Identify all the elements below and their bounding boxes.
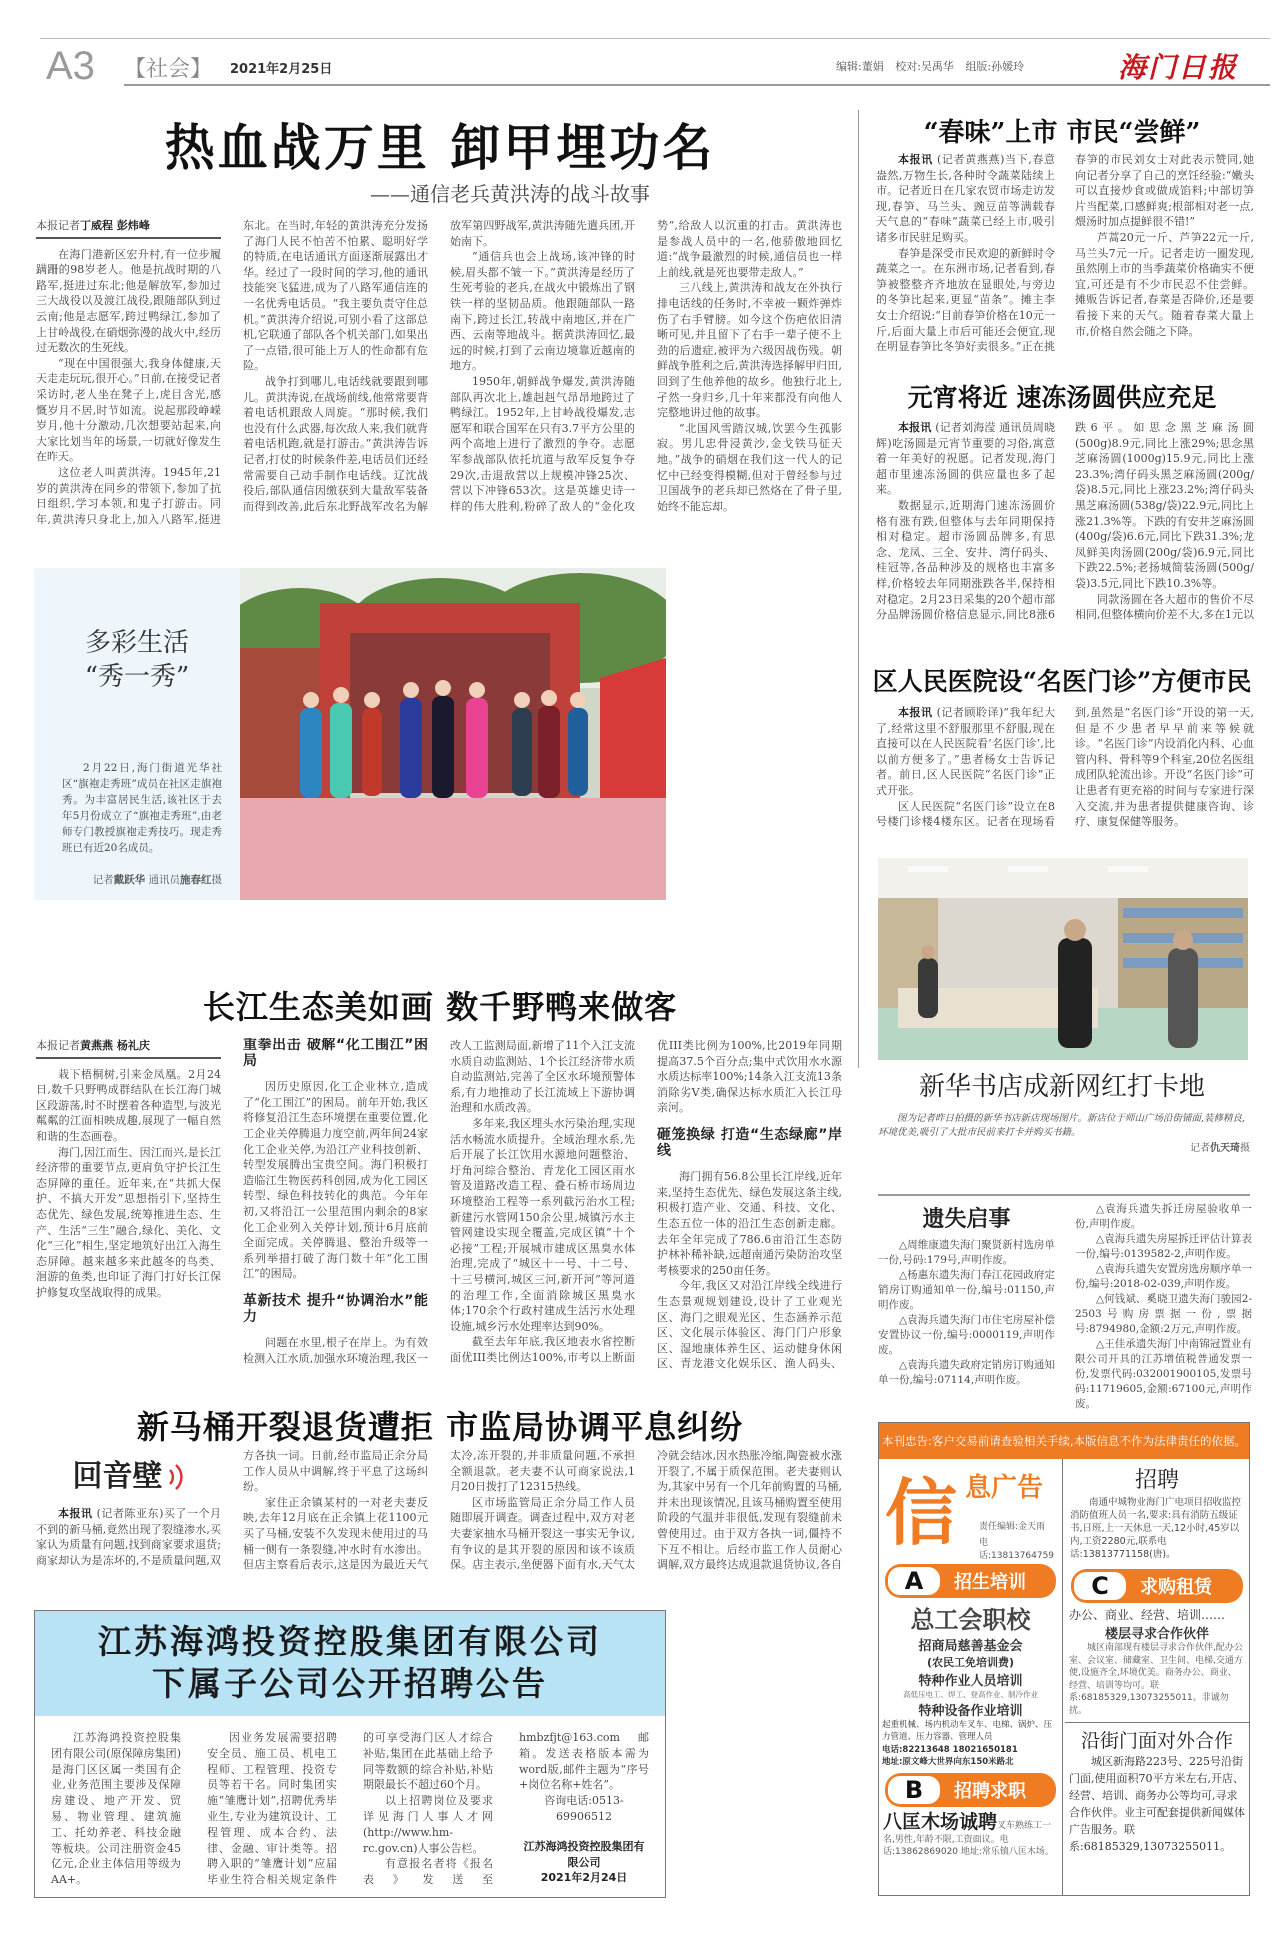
lost-notice-title: 遗失启事 (922, 1206, 1011, 1232)
signal-icon (167, 1462, 185, 1492)
staff-credits (836, 58, 1024, 74)
masthead-rule (124, 84, 1270, 86)
paragraph: 因历史原因,化工企业林立,造成了“化工围江”的困局。前年开始,我区将修复沿江生态环境摆在重要位置,化工企业关停腾退力度空前,两年间24家化工企业关停,为沿江产业科技创新、转型发展腾出宝贵空间。海门积极打造临江生物医药科创园,成为化工园区转型、绿色科技转化的典范。今年年初,又将沿江一公里范围内剩余的8家化工企业列入关停计划,预计6月底前全面完成。关停腾退、整治升级等一系列举措打破了海门数十年“化工围江”的困局。 (243, 1080, 428, 1281)
article1-headline: 热血战万里 卸甲埋功名 (164, 118, 716, 177)
photo1-credit: 记者戴跃华 通讯员施春红摄 (92, 874, 222, 886)
article5-headline: 长江生态美如画 数千野鸭来做客 (202, 988, 678, 1026)
paragraph: 今年,我区又对沿江岸线全线进行生态景观规划建设,设计了工业观光区、海门之眼观光区、生态涵养示范区、文化展示体验区、海门门户形象区、湿地康体养生区、运动健身休闲区、青龙港文化娱乐区、渔人码头、 (657, 1279, 842, 1371)
paragraph: 同款汤圆在各大超市的售价不尽相同,但整体横向价差不大,多在1元以 (1075, 592, 1254, 622)
section-rule (878, 1194, 1250, 1196)
paragraph: 战争打到哪儿,电话线就要跟到哪儿。黄洪涛说,在战场前线,他常常要背着电话机跟敌人周旋。“那时候,我们也没有什么武器,每次敌人来,我们就背着电话机跑,就是打游击。”黄洪涛告诉记者,打仗的时候条件差,电话员们还经常需要自己动手制作电话线。辽沈战役后,部队通信因缴获到大量敌军装备而得到改善,此后东北野战军改名为解放军第四野战军,黄洪涛随先遣兵团,开始南下。 (243, 219, 635, 513)
notice-item: △袁海兵遗失安置房选房顺序单一份,编号:2018-02-039,声明作废。 (1075, 1263, 1252, 1290)
article2-headline: “春味”上市 市民“尝鲜” (923, 118, 1201, 148)
article1-body (36, 218, 842, 546)
classified-left-column (879, 1459, 1063, 1895)
notice-item: △周维康遗失海门聚贤新村选房单一份,号码:179号,声明作废。 (878, 1239, 1055, 1266)
paragraph: 江苏海鸿投资控股集团有限公司(原保障房集团)是海门区区属一类国有企业,业务范围主要涉及保障房建设、地产开发、贸易、物业管理、建筑施工、托幼养老、科技金融等板块。公司注册资金45亿元,企业主体信用等级为AA+。 (51, 1731, 181, 1887)
photo1-title: 多彩生活 “秀一秀” (84, 628, 190, 692)
article1-subtitle: ——通信老兵黄洪涛的战斗故事 (370, 182, 650, 206)
bookstore-photo (878, 858, 1248, 1060)
huiyinbi-column-logo (36, 1448, 221, 1506)
article6-headline: 新马桶开裂退货遭拒 市监局协调平息纠纷 (136, 1408, 744, 1446)
ad-phone: 电话:13813764759 (979, 1538, 1055, 1561)
notice-title: 江苏海鸿投资控股集团有限公司 下属子公司公开招聘公告 (35, 1611, 665, 1716)
article1-byline: 本报记者丁威程 彭炜峰 (36, 218, 221, 239)
hiring-title: 招聘 (1134, 1468, 1179, 1493)
section-label: 【社会】 (124, 57, 213, 82)
article4-headline: 区人民医院设“名医门诊”方便市民 (872, 667, 1252, 696)
paragraph: 海门拥有56.8公里长江岸线,近年来,坚持生态优先、绿色发展这条主线,积极打造产业、交通、科技、文化、生态五位一体的沿江生态创新走廊。去年全年完成了786.6亩沿江生态防护林补稀补缺,远超南通污染防治攻坚考核要求的250亩任务。 (657, 1170, 842, 1277)
notice-item: △何钱斌、奚晓卫遗失海门骏园2-2503号购房票据一份,票据号:8794980,金额:2万元,声明作废。 (1075, 1293, 1252, 1335)
ad-disclaimer: 本刊忠告:客户交易前请查验相关手续,本版信息不作为法律责任的依据。 (879, 1423, 1249, 1459)
notice-item: △袁海兵遗失海门市住宅房屋补偿安置协议一份,编号:0000119,声明作废。 (878, 1314, 1055, 1356)
paragraph: 以上招聘岗位及要求详见海门人事人才网(http://www.hm-rc.gov.cn)人事公告栏。 (363, 1794, 493, 1855)
paragraph: 截至去年年底,我区地表水省控断面优III类比例达100%,市考以上断面优III类比例为100%,比2019年同期提高37.5个百分点;集中式饮用水水源水质达标率100%;14条入江支流13条消除劣V类,确保达标水质汇入长江母亲河。 (450, 1039, 842, 1364)
paragraph: 多年来,我区埋头水污染治理,实现活水畅流水质提升。全域治理水系,先后开展了长江饮用水源地问题整治、圩角河综合整治、青龙化工园区雨水管及道路改造工程、叠石桥市场周边环境整治工程等一系列截污治水工程;新建污水管网150余公里,城镇污水主管网建设实现全覆盖,完成区镇“十个必接”工程;开展城市建成区黑臭水体治理,完成了“城区十一号、十二号、十三号横河,城区三河,新开河”等河道的治理工作,全面消除城区黑臭水体;170余个行政村建成生活污水处理设施,城乡污水处理率达到90%。 (450, 1116, 635, 1333)
photo2-caption-block (878, 1112, 1250, 1190)
paragraph: 区人民医院“名医门诊”设立在8号楼门诊楼4楼东区。记者在现场看到,虽然是“名医门诊”开设的第一天,但是不少患者早早前来等候就诊。“名医门诊”内设消化内科、心血管内科、骨科等9个科室,20位名医组成团队轮流出诊。开设“名医门诊”可让患者有更充裕的时间与专家进行深入交流,并为患者提供健康咨询、诊疗、康复保健等服务。 (876, 706, 1254, 829)
column-logo-text: 回音壁 (72, 1459, 163, 1494)
newspaper-logo: 海门日报 (1118, 51, 1239, 84)
paragraph: 三八线上,黄洪涛和战友在外执行排电话线的任务时,不幸被一颗炸弹炸伤了右手臂膀。如今这个伤疤依旧清晰可见,并且留下了右手一辈子使不上劲的后遗症,被评为六级因战伤残。朝鲜战争胜利之后,黄洪涛选择解甲归田,回到了生他养他的故乡。他独行北上,孑然一身归乡,几十年来都没有向他人完整地讲过他的故事。 (657, 281, 842, 420)
section-c-ad: 办公、商业、经营、培训…… 楼层寻求合作伙伴 城区南部现有楼层寻求合作伙伴,配办公室、会议室、储藏室、卫生间、电梯,交通方便,设施齐全,环境优美。商务办公、商业、经营、培训等均可。联系:68185329,13073255011。非诚勿扰。 (1069, 1608, 1243, 1716)
issue-date: 2021年2月25日 (230, 62, 333, 77)
layout-credit: 组版:孙媛玲 (965, 60, 1025, 73)
paragraph: 家住正余镇某村的一对老夫妻反映,去年12月底在正余镇上花1100元买了马桶,安装不久发现未使用过的马桶一侧有一条裂缝,冲水时有水渗出。但店主察看后表示,这是因为最近天气太冷,冻开裂的,并非质量问题,不承担全额退款。老夫妻不认可商家说法,1月20日拨打了12315热线。 (243, 1449, 635, 1572)
notice-item: △王佳承遗失海门中南锦冠置业有限公司开具的江苏增值税普通发票一份,发票代码:032001900105,发票号码:11719605,金额:67100元,声明作废。 (1075, 1338, 1252, 1410)
paragraph: 栽下梧桐树,引来金凤凰。2月24日,数千只野鸭成群结队在长江海门城区段游荡,时不时摆着各种造型,与波光粼粼的江面相映成趣,展现了一幅自然和谐的生态画卷。 (36, 1067, 221, 1143)
storefront-ad: 沿街门面对外合作 城区新海路223号、225号沿街门面,使用面积70平方米左右,开店、经营、培训、商务办公等均可,寻求合作伙伴。业主可配套提供新闻媒体广告服务。联系:68185329,13073255011。 (1065, 1722, 1249, 1858)
subheading: 砸笼换绿 打造“生态绿廊”岸线 (657, 1126, 842, 1159)
lead-label: 本报讯 (898, 153, 933, 166)
subheading: 重拳出击 破解“化工围江”困局 (243, 1038, 428, 1069)
article3-body: 本报讯 (记者刘海滢 通讯员周晓辉)吃汤圆是元宵节重要的习俗,寓意着一年美好的祝愿。记者发现,海门超市里速冻汤圆的供应量也多了起来。 数据显示,近期海门速冻汤圆价格有涨有跌,但整体与去年同期保持相对稳定。超市汤圆品牌多,有思念、龙凤、三全、安井、湾仔码头、桂冠等,各品种涉及的规格也丰富多样,价格较去年同期涨跌各半,保持相对稳定。2月23日采集的20个超市部分品牌汤圆价格信息显示,同比8涨6跌6平。如思念黑芝麻汤圆(500g)8.9元,同比上涨29%;思念黑芝麻汤圆(1000g)15.9元,同比上涨23.3%;湾仔码头黑芝麻汤圆(200g/袋)8.5元,同比上涨23.2%;湾仔码头黑芝麻汤圆(538g/袋)22.9元,同比上涨21.3%等。下跌的有安井芝麻汤圆(400g/袋)6.6元,同比下跌31.3%;龙凤鲜美肉汤圆(200g/袋)6.9元,同比下跌22.5%;老扬城简装汤圆(500g/袋)3.5元,同比下跌10.3%等。 同款汤圆在各大超市的售价不尽相同,但整体横向价差不大,多在1元以 (876, 420, 1254, 638)
qipao-show-photo (240, 568, 666, 900)
notice-body (35, 1716, 665, 1894)
photo2-caption: 图为记者昨日拍摄的新华书店新店现场图片。新店位于师山广场沿街铺面,装修精良,环境优美,吸引了大批市民前来打卡并购买书籍。 (878, 1113, 1246, 1138)
article6-body: 回音壁 本报讯 (记者陈亚东)买了一个月不到的新马桶,竟然出现了裂缝渗水,买家认为质量有问题,找到商家要求退货;商家却认为是冻坏的,不是质量问题,双方各执一词。日前,经市监局正余分局工作人员从中调解,终于平息了这场纠纷。 家住正余镇某村的一对老夫妻反映,去年12月底在正余镇上花1100元买了马桶,安装不久发现未使用过的马桶一侧有一条裂缝,冲水时有水渗出。但店主察看后表示,这是因为最近天气太冷,冻开裂的,并非质量问题,不承担全额退款。老夫妻不认可商家说法,1月20日拨打了12315热线。 区市场监管局正余分局工作人员随即展开调查。调查过程中,双方对老夫妻家抽水马桶开裂这一事实无争议,有争议的是其开裂的原因和该不该质保。店主表示,坐便器下面有水,天气太冷就会结冰,因水热胀冷缩,陶瓷被水涨开裂了,不属于质保范围。老夫妻则认为,其家中另有一个几年前购置的马桶,并未出现该情况,且该马桶购置至使用阶段的气温并非很低,发现有裂缝前未曾使用过。由于双方各执一词,僵持不下互不相让。后经市监工作人员耐心调解,双方最终达成退款退货协议,各自 (36, 1448, 842, 1578)
notice-item: △袁海兵遗失政府定销房订购通知单一份,编号:07114,声明作废。 (878, 1359, 1055, 1386)
article5-body (36, 1038, 842, 1376)
notice-item: △袁海兵遗失房屋拆迁评估计算表一份,编号:0139582-2,声明作废。 (1075, 1233, 1252, 1260)
article4-body: 本报讯 (记者顾聆译)“我年纪大了,经常这里不舒服那里不舒服,现在直接可以在人民医院看‘名医门诊’,比以前方便多了。”患者杨女士告诉记者。前日,区人民医院“名医门诊”正式开张。 区人民医院“名医门诊”设立在8号楼门诊楼4楼东区。记者在现场看到,虽然是“名医门诊”开设的第一天,但是不少患者早早前来等候就诊。“名医门诊”内设消化内科、心血管内科、骨科等9个科室,20位名医组成团队轮流出诊。开设“名医门诊”可让患者有更充裕的时间与专家进行深入交流,并为患者提供健康咨询、诊疗、康复保健等服务。 (876, 706, 1254, 829)
notice-item: △杨惠东遗失海门春江花园政府定销房订购通知单一份,编号:01150,声明作废。 (878, 1269, 1055, 1311)
section-a-ad: 总工会职校 招商局慈善基金会 (农民工免培训费) 特种作业人员培训 高低压电工、焊工、登高作业、制冷作业 特种设备作业培训 起重机械、场内机动车叉车、电梯、锅炉、压力管道、压力容器、管理人员 电话:82213648 18021650181 地址:原文峰大世界向东150米路北 (882, 1606, 1053, 1767)
article2-body: 本报讯 (记者黄燕燕)当下,春意盎然,万物生长,各种时令蔬菜陆续上市。记者近日在几家农贸市场走访发现,春笋、马兰头、豌豆苗等满载春天气息的“春味”蔬菜已经上市,吸引诸多市民驻足购买。 春笋是深受市民欢迎的新鲜时令蔬菜之一。在东洲市场,记者看到,春笋被整整齐齐地放在显眼处,与旁边的冬笋比起来,更显“苗条”。摊主李女士介绍说:“目前春笋价格在10元一斤,后面大量上市后可能还会便宜,现在明显春笋比冬笋好卖很多。”正在挑春笋的市民刘女士对此表示赞同,她向记者分享了自己的烹饪经验:“嫩头可以直接炒食或做成馅料;中部切笋片当配菜,口感鲜爽;根部相对老一点,煨汤时加点提鲜很不错!” 芦蒿20元一斤、芦笋22元一斤,马兰头7元一斤。记者走访一圈发现,虽然刚上市的当季蔬菜价格确实不便宜,可还是有不少市民忍不住尝鲜。摊贩告诉记者,春菜是否降价,还是要看接下来的天气。随着春菜大量上市,价格自然会随之下降。 (876, 153, 1254, 354)
section-b-tab: B 招聘求职 (885, 1773, 1056, 1807)
paragraph: 海门,因江而生、因江而兴,是长江经济带的重要节点,更肩负守护长江生态屏障的重任。近年来,在“共抓大保护、不搞大开发”思想指引下,坚持生态优先、绿色发展,统筹推进生态、生产、生活“三生”融合,绿化、美化、文化“三化”相生,坚定地筑好出江入海生态屏障。越来越多来此越冬的鸟类、洄游的鱼类,也印证了海门打好长江保护修复攻坚战取得的成果。 (36, 1145, 221, 1299)
ad-editor: 责任编辑:金天雨 (979, 1522, 1046, 1532)
article3-headline: 元宵将近 速冻汤圆供应充足 (907, 383, 1217, 412)
column-divider (858, 110, 859, 1068)
performers (300, 680, 588, 798)
paragraph: 这位老人叫黄洪涛。1945年,21岁的黄洪涛在同乡的带领下,参加了抗日组织,学习本领,和鬼子打游击。同年,黄洪涛只身北上,加入八路军,挺进东北。在当时,年轻的黄洪涛充分发扬了海门人民不怕苦不怕累、聪明好学的特质,在电话通讯方面逐渐展露出才华。经过了一段时间的学习,他的通讯技能突飞猛进,成为了八路军通信连的一名优秀电话员。“我主要负责守住总机。”黄洪涛介绍说,可别小看了这部总机,它联通了部队各个机关部门,如果出了一点错,很可能上万人的性命都有危险。 (36, 219, 428, 526)
page-number: A3 (46, 44, 95, 88)
section-a-tab: A 招生培训 (885, 1564, 1056, 1598)
section-b-ad: 八匡木场诚聘叉车熟练工一名,男性,年龄不限,工资面议。电话:13862869020 地址:常乐镇八匡木场。 (883, 1811, 1054, 1857)
paragraph: 数据显示,近期海门速冻汤圆价格有涨有跌,但整体与去年同期保持相对稳定。超市汤圆品牌多,有思念、龙凤、三全、安井、湾仔码头、桂冠等,各品种涉及的规格也丰富多样,价格较去年同期涨跌各半,保持相对稳定。2月23日采集的20个超市部分品牌汤圆价格信息显示,同比8涨6跌6平。如思念黑芝麻汤圆(500g)8.9元,同比上涨29%;思念黑芝麻汤圆(1000g)15.9元,同比上涨23.3%;湾仔码头黑芝麻汤圆(200g/袋)8.5元,同比上涨23.2%;湾仔码头黑芝麻汤圆(538g/袋)22.9元,同比上涨21.3%等。下跌的有安井芝麻汤圆(400g/袋)6.6元,同比下跌31.3%;龙凤鲜美肉汤圆(200g/袋)6.9元,同比下跌22.5%;老扬城简装汤圆(500g/袋)3.5元,同比下跌10.3%等。 (876, 421, 1254, 622)
notice-item: △袁海兵遗失拆迁房屋验收单一份,声明作废。 (1075, 1203, 1252, 1230)
paragraph: “北国风雪踏汉城,饮罢今生孤影寂。男儿忠骨浸黄沙,金戈铁马征天地。”战争的硝烟在我们这一代人的记忆中已经变得模糊,但对于曾经参与过卫国战争的老兵却已然烙在了骨子里,始终不能忘却。 (657, 421, 842, 513)
info-ad-logo: 信 息广告 责任编辑:金天雨 电话:13813764759 (879, 1459, 1062, 1564)
classified-right-column (1065, 1459, 1249, 1895)
article5-byline: 本报记者黄燕燕 杨礼庆 (36, 1038, 221, 1059)
notice-signature: 江苏海鸿投资控股集团有限公司 (523, 1839, 645, 1869)
paragraph: 问题在水里,根子在岸上。为有效检测入江水质,加强水环境治理,我区一改人工监测局面,新增了11个入江支流水质自动监测站、1个长江经济带水质自动监测站,完善了全区水环境预警体系,有力地推动了长江流域上下游协调治理和水质改善。 (243, 1039, 635, 1365)
paragraph: 芦蒿20元一斤、芦笋22元一斤,马兰头7元一斤。记者走访一圈发现,虽然刚上市的当季蔬菜价格确实不便宜,可还是有不少市民忍不住尝鲜。摊贩告诉记者,春菜是否降价,还是要看接下来的天气。随着春菜大量上市,价格自然会随之下降。 (1075, 230, 1254, 338)
photo2-credit: 记者仇天琦摄 (1190, 1143, 1250, 1154)
paragraph: 有意报名者将《报名表》发送至hmbzfjt@163.com邮箱。发送表格版本需为word版,邮件主题为“序号+岗位名称+姓名”。 (363, 1731, 649, 1887)
editor-credit: 编辑:董娟 (836, 60, 884, 73)
recruitment-notice (34, 1610, 666, 1898)
lost-notices (878, 1202, 1252, 1412)
photo1-caption: 2月22日,海门街道光华社区“旗袍走秀班”成员在社区走旗袍秀。为丰富居民生活,该社区于去年5月份成立了“旗袍走秀班”,由老师专门教授旗袍走秀技巧。现走秀班已有近20名成员。 (62, 762, 222, 854)
paragraph: “通信兵也会上战场,该冲锋的时候,眉头都不皱一下。”黄洪涛是经历了生死考验的老兵,在战火中锻炼出了钢铁一样的坚韧品质。他跟随部队一路南下,跨过长江,转战中南地区,并在广西、云南等地战斗。据黄洪涛回忆,最远的时候,打到了云南边境靠近越南的地方。 (450, 250, 635, 373)
photo2-title: 新华书店成新网红打卡地 (918, 1072, 1205, 1102)
notice-phone: 咨询电话:0513-69906512 (544, 1794, 624, 1823)
paragraph: 1950年,朝鲜战争爆发,黄洪涛随部队再次北上,雄赳赳气昂昂地跨过了鸭绿江。1952年,上甘岭战役爆发,志愿军和联合国军在只有3.7平方公里的两个高地上进行了激烈的争夺。志愿军参战部队依托坑道与敌军反复争夺29次,击退敌营以上规模冲锋25次、营以下冲锋653次。这是英雄史诗一样的伟大胜利,粉碎了敌人的“金化攻势”,给敌人以沉重的打击。黄洪涛也是参战人员中的一名,他骄傲地回忆道:“战争最激烈的时候,通信员也一样上前线,就是死也要带走敌人。” (450, 219, 842, 513)
paragraph: 因业务发展需要招聘安全员、施工员、机电工程师、工程管理、投资专员等若干名。同时集团实施“雏鹰计划”,招聘优秀毕业生,专业为建筑设计、工程管理、成本合约、法律、金融、审计类等。招聘入职的“雏鹰计划”应届毕业生符合相关规定条件的可享受海门区人才综合补贴,集团在此基础上给予同等数额的综合补贴,补贴期限最长不超过60个月。 (207, 1731, 493, 1887)
notice-date: 2021年2月24日 (540, 1871, 628, 1885)
top-rule (40, 38, 1270, 39)
proof-credit: 校对:吴禹华 (895, 60, 954, 73)
hiring-text: 南通中城物业海门广电项目招收监控消防值班人员一名,要求:具有消防五级证书,日班,上一天休息一天,12小时,45岁以内,工资2280元,联系电话:13813771158(唐)。 (1070, 1497, 1242, 1560)
photo1-caption-panel (34, 568, 240, 900)
paragraph: 在海门港新区宏升村,有一位步履蹒跚的98岁老人。他是抗战时期的八路军,挺进过东北;他是解放军,参加过三大战役以及渡江战役,跟随部队到过云南;他是志愿军,跨过鸭绿江,参加了上甘岭战役,在硝烟弥漫的战火中,经历过无数次的生死线。 (36, 247, 221, 355)
section-c-tab: C 求购租赁 (1071, 1569, 1243, 1603)
subheading: 革新技术 提升“协调治水”能力 (243, 1292, 428, 1325)
classified-ads (878, 1422, 1250, 1896)
paragraph: 区市场监管局正余分局工作人员随即展开调查。调查过程中,双方对老夫妻家抽水马桶开裂这一事实无争议,有争议的是其开裂的原因和该不该质保。店主表示,坐便器下面有水,天气太冷就会结冰,因水热胀冷缩,陶瓷被水涨开裂了,不属于质保范围。老夫妻则认为,其家中另有一个几年前购置的马桶,并未出现该情况,且该马桶购置至使用阶段的气温并非很低,发现有裂缝前未曾使用过。由于双方各执一词,僵持不下互不相让。后经市监工作人员耐心调解,双方最终达成退款退货协议,各自 (450, 1449, 842, 1572)
paragraph: 春笋是深受市民欢迎的新鲜时令蔬菜之一。在东洲市场,记者看到,春笋被整整齐齐地放在显眼处,与旁边的冬笋比起来,更显“苗条”。摊主李女士介绍说:“目前春笋价格在10元一斤,后面大量上市后可能还会便宜,现在明显春笋比冬笋好卖很多。”正在挑春笋的市民刘女士对此表示赞同,她向记者分享了自己的烹饪经验:“嫩头可以直接炒食或做成馅料;中部切笋片当配菜,口感鲜爽;根部相对老一点,煨汤时加点提鲜很不错!” (876, 153, 1254, 354)
paragraph: “现在中国很强大,我身体健康,天天走走玩玩,很开心。”日前,在接受记者采访时,老人坐在凳子上,虎目含光,感慨岁月不居,时节如流。说起那段峥嵘岁月,他十分激动,几次想要站起来,向大家比划当年的场景,一切就好像发生在昨天。 (36, 356, 221, 464)
